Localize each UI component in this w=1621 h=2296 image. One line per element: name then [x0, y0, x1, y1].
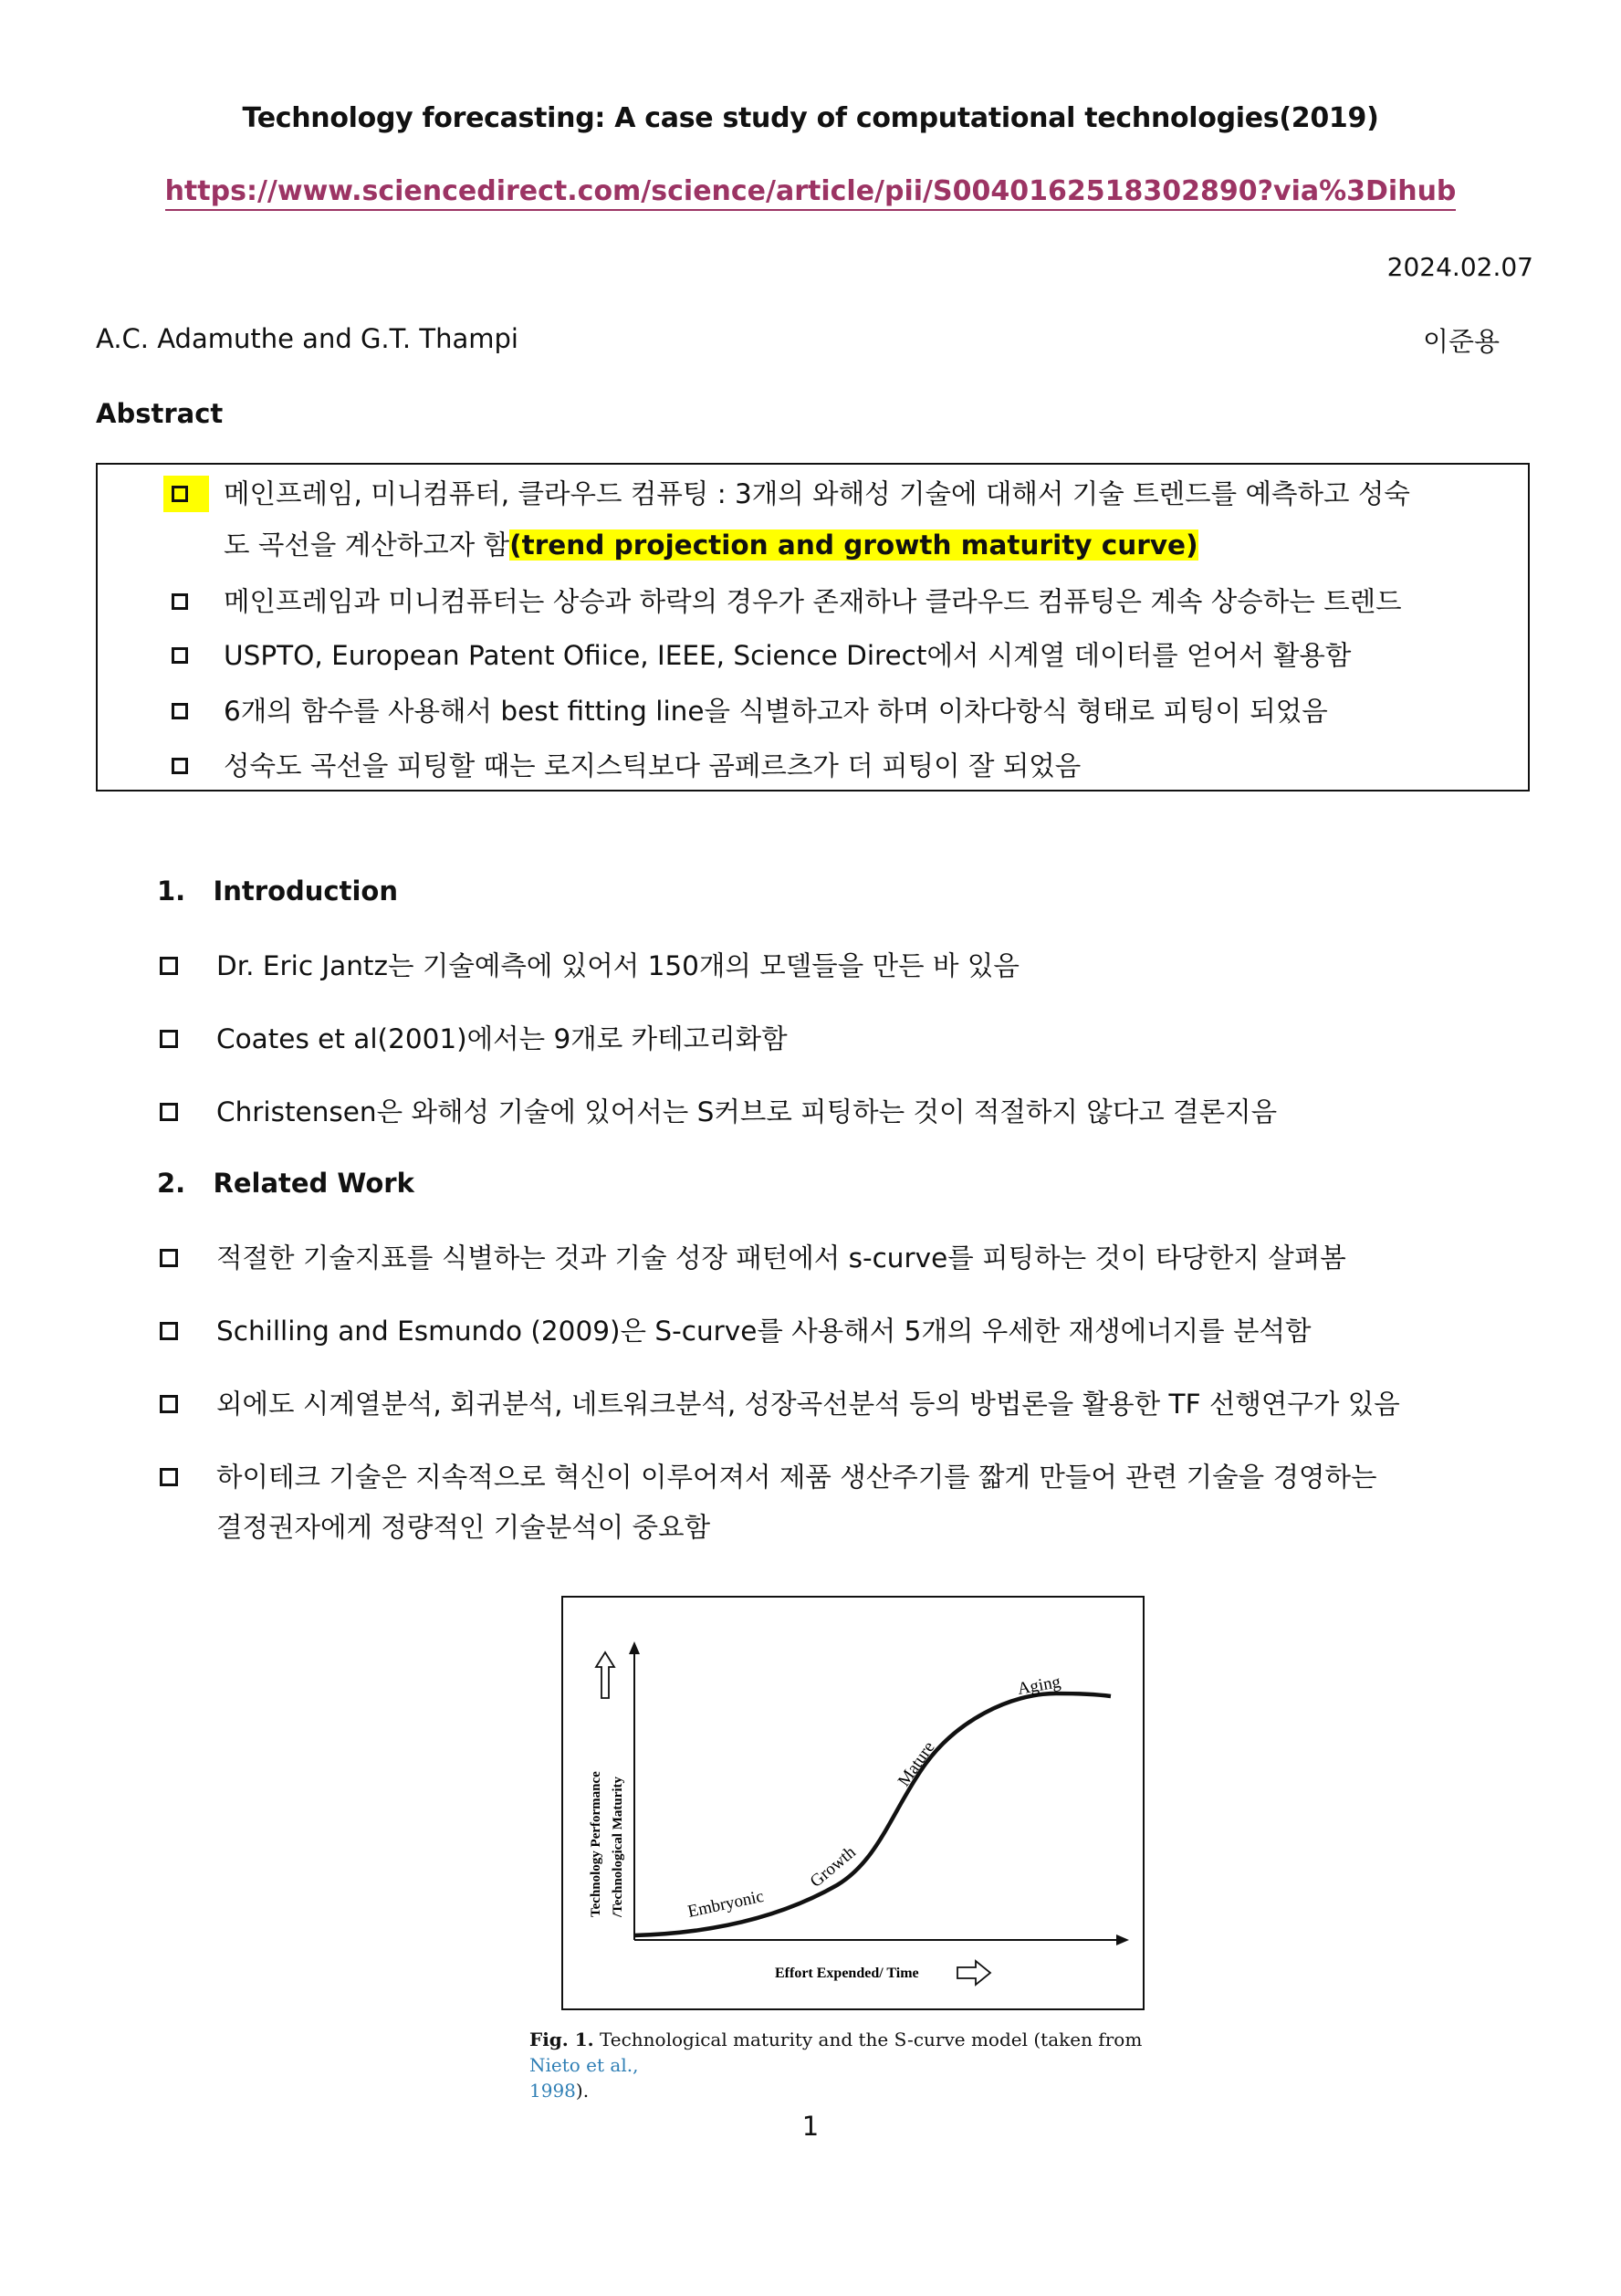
related-item-4-line1: 하이테크 기술은 지속적으로 혁신이 이루어져서 제품 생산주기를 짧게 만들어 관련 기술을 경영하는: [216, 1462, 1377, 1493]
y-axis-label-2: /Technological Maturity: [611, 1776, 625, 1917]
article-link[interactable]: https://www.sciencedirect.com/science/article/pii/S0040162518302890?via%3Dihub: [165, 175, 1457, 211]
abstract-item-3: USPTO, European Patent Ofiice, IEEE, Science Direct에서 시계열 데이터를 얻어서 활용함: [224, 640, 1352, 671]
abstract-item-1-prefix: 도 곡선을 계산하고자 함: [224, 529, 510, 561]
page-number: 1: [801, 2111, 820, 2142]
abstract-item-1-line2: [224, 527, 1198, 563]
right-arrow-icon: [957, 1961, 990, 1985]
stage-label-growth: Growth: [806, 1842, 860, 1892]
section-2-title: Related Work: [213, 1168, 414, 1199]
checkbox-bullet-icon: [160, 1249, 178, 1267]
checkbox-bullet-icon: [172, 647, 188, 664]
section-1-title: Introduction: [213, 875, 398, 907]
section-2-heading: [157, 1168, 414, 1199]
checkbox-bullet-icon: [160, 1322, 178, 1340]
checkbox-bullet-icon: [172, 593, 188, 610]
abstract-highlight: (trend projection and growth maturity curve): [509, 529, 1198, 561]
document-title: Technology forecasting: A case study of computational technologies(2019): [242, 102, 1379, 134]
abstract-item-4: 6개의 함수를 사용해서 best fitting line을 식별하고자 하며 이차다항식 형태로 피팅이 되었음: [224, 696, 1328, 727]
abstract-item-2: 메인프레임과 미니컴퓨터는 상승과 하락의 경우가 존재하나 클라우드 컴퓨팅은 계속 상승하는 트렌드: [224, 586, 1402, 617]
checkbox-bullet-icon: [160, 1103, 178, 1121]
checkbox-bullet-icon: [172, 758, 188, 774]
section-1-number: 1.: [157, 875, 186, 907]
stage-label-mature: Mature: [894, 1737, 939, 1790]
section-2-number: 2.: [157, 1168, 186, 1199]
caption-citation-year[interactable]: 1998: [529, 2080, 576, 2102]
intro-item-1: Dr. Eric Jantz는 기술예측에 있어서 150개의 모델들을 만든 바 있음: [216, 950, 1020, 981]
abstract-item-1-line1: 메인프레임, 미니컴퓨터, 클라우드 컴퓨팅 : 3개의 와해성 기술에 대해서 기술 트렌드를 예측하고 성숙: [224, 478, 1410, 509]
y-axis-label-1: Technology Performance: [589, 1771, 603, 1917]
caption-end: ).: [575, 2080, 590, 2102]
checkbox-bullet-icon: [172, 486, 188, 502]
caption-label: Fig. 1.: [529, 2029, 594, 2050]
s-curve-figure: [563, 1598, 1143, 2008]
x-axis-arrowhead: [1116, 1934, 1129, 1945]
checkbox-bullet-icon: [160, 1395, 178, 1413]
caption-text: Technological maturity and the S-curve model (taken from: [593, 2029, 1143, 2050]
section-1-heading: [157, 875, 398, 907]
caption-citation-link[interactable]: Nieto et al.,: [529, 2054, 639, 2076]
stage-label-aging: Aging: [1016, 1672, 1062, 1699]
up-arrow-icon: [596, 1652, 614, 1698]
related-item-3: 외에도 시계열분석, 회귀분석, 네트워크분석, 성장곡선분석 등의 방법론을 활용한 TF 선행연구가 있음: [216, 1389, 1400, 1420]
intro-item-2: Coates et al(2001)에서는 9개로 카테고리화함: [216, 1023, 788, 1054]
checkbox-bullet-icon: [160, 1030, 178, 1048]
reviewer-name: 이준용: [1422, 326, 1500, 357]
document-date: 2024.02.07: [1386, 252, 1533, 282]
related-item-4-line2: 결정권자에게 정량적인 기술분석이 중요함: [216, 1512, 711, 1543]
abstract-heading: Abstract: [96, 398, 224, 429]
authors: A.C. Adamuthe and G.T. Thampi: [96, 323, 518, 354]
x-axis-label: Effort Expended/ Time: [775, 1966, 919, 1981]
stage-label-embryonic: Embryonic: [685, 1886, 766, 1922]
abstract-item-5: 성숙도 곡선을 피팅할 때는 로지스틱보다 곰페르츠가 더 피팅이 잘 되었음: [224, 750, 1082, 781]
article-url[interactable]: [0, 175, 1621, 207]
intro-item-3: Christensen은 와해성 기술에 있어서는 S커브로 피팅하는 것이 적절하지 않다고 결론지음: [216, 1096, 1278, 1127]
related-item-1: 적절한 기술지표를 식별하는 것과 기술 성장 패턴에서 s-curve를 피팅하는 것이 타당한지 살펴봄: [216, 1242, 1346, 1274]
figure-frame: [561, 1596, 1145, 2010]
checkbox-bullet-icon: [160, 1468, 178, 1486]
figure-caption: [529, 2027, 1187, 2103]
related-item-2: Schilling and Esmundo (2009)은 S-curve를 사용해서 5개의 우세한 재생에너지를 분석함: [216, 1316, 1312, 1347]
abstract-box: [96, 463, 1530, 792]
checkbox-bullet-icon: [160, 957, 178, 975]
y-axis-arrowhead: [629, 1641, 640, 1654]
checkbox-bullet-icon: [172, 703, 188, 719]
